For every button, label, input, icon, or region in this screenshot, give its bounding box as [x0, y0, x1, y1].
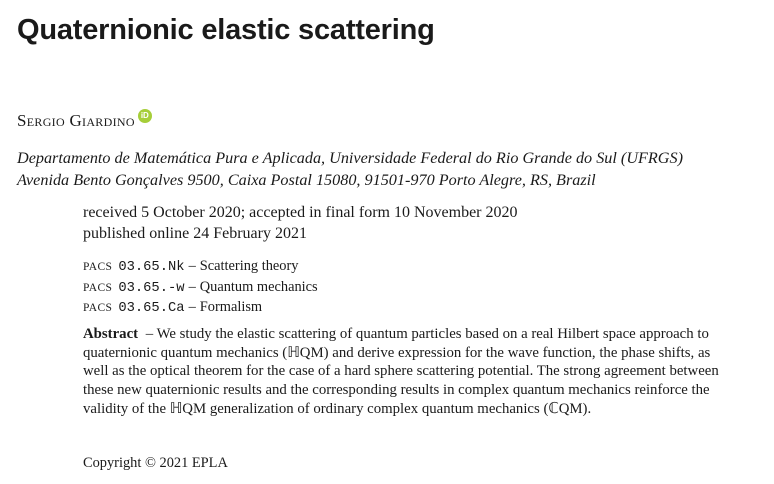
pacs-item — [83, 257, 318, 278]
published-date: published online 24 February 2021 — [83, 225, 307, 242]
pacs-separator: – — [188, 278, 196, 295]
affiliation-line-1: Departamento de Matemática Pura e Aplicada, Universidade Federal do Rio Grande do Sul (UFRGS) — [17, 149, 683, 167]
pacs-tag: PACS — [83, 261, 113, 273]
pacs-item — [83, 278, 318, 299]
pacs-code: 03.65.-w — [118, 280, 185, 296]
pacs-code: 03.65.Ca — [118, 301, 185, 316]
pacs-code: 03.65.Nk — [118, 260, 185, 275]
pacs-list — [83, 257, 318, 319]
abstract-heading: Abstract — [83, 326, 139, 342]
pacs-description: Formalism — [199, 299, 263, 315]
pacs-separator: – — [188, 258, 196, 274]
author-name: Sergio Giardino — [17, 111, 135, 130]
copyright-notice: Copyright © 2021 EPLA — [83, 455, 228, 471]
paper-title: Quaternionic elastic scattering — [17, 14, 435, 46]
orcid-icon[interactable]: iD — [138, 109, 152, 123]
publication-dates — [83, 202, 518, 244]
author-line — [17, 111, 152, 131]
affiliation-line-2: Avenida Bento Gonçalves 9500, Caixa Postal 15080, 91501-970 Porto Alegre, RS, Brazil — [17, 171, 596, 189]
pacs-item — [83, 298, 318, 319]
affiliation — [17, 147, 683, 191]
received-accepted-dates: received 5 October 2020; accepted in final form 10 November 2020 — [83, 204, 518, 221]
pacs-tag: PACS — [83, 302, 113, 314]
pacs-separator: – — [188, 299, 196, 315]
abstract — [83, 325, 738, 419]
abstract-text: – We study the elastic scattering of quantum particles based on a real Hilbert space approach to quaternionic quantum mechanics (ℍQM) and derive expression for the wave function, the phase shifts, as well as the optical theorem for the case of a hard sphere scattering potential. The strong agreement between these new quaternionic results and the corresponding results in complex quantum mechanics reinforce the validity of the ℍQM generalization of ordinary complex quantum mechanics (ℂQM). — [83, 326, 719, 417]
pacs-tag: PACS — [83, 281, 113, 294]
pacs-description: Scattering theory — [199, 258, 299, 274]
pacs-description: Quantum mechanics — [199, 278, 318, 295]
